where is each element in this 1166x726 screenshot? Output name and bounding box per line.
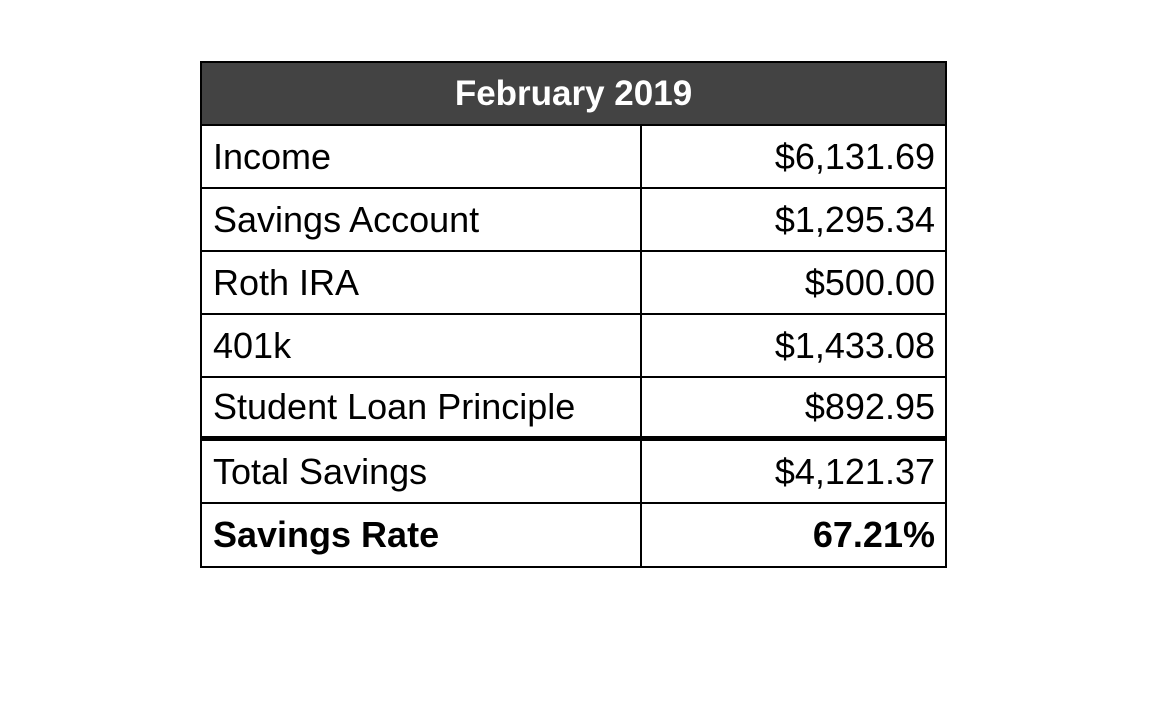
row-label: Savings Rate: [202, 504, 642, 566]
row-value: 67.21%: [812, 514, 935, 555]
table-row-total-savings: [202, 441, 945, 504]
savings-table: [200, 61, 947, 568]
row-value: $500.00: [804, 261, 935, 303]
table-title: February 2019: [202, 63, 945, 126]
row-label: 401k: [202, 315, 642, 376]
table-row-savings-rate: [202, 504, 945, 566]
row-label: Roth IRA: [202, 252, 642, 313]
row-label: Savings Account: [202, 189, 642, 250]
table-row-401k: [202, 315, 945, 378]
row-value: $1,433.08: [774, 324, 935, 366]
table-row-student-loan: [202, 378, 945, 441]
row-label: Student Loan Principle: [202, 378, 642, 436]
row-value: $1,295.34: [774, 198, 935, 240]
row-label: Total Savings: [202, 441, 642, 502]
row-value: $6,131.69: [774, 135, 935, 177]
table-row-savings-account: [202, 189, 945, 252]
row-value: $892.95: [804, 386, 935, 427]
row-label: Income: [202, 126, 642, 187]
table-row-income: [202, 126, 945, 189]
table-row-roth-ira: [202, 252, 945, 315]
row-value: $4,121.37: [774, 450, 935, 492]
